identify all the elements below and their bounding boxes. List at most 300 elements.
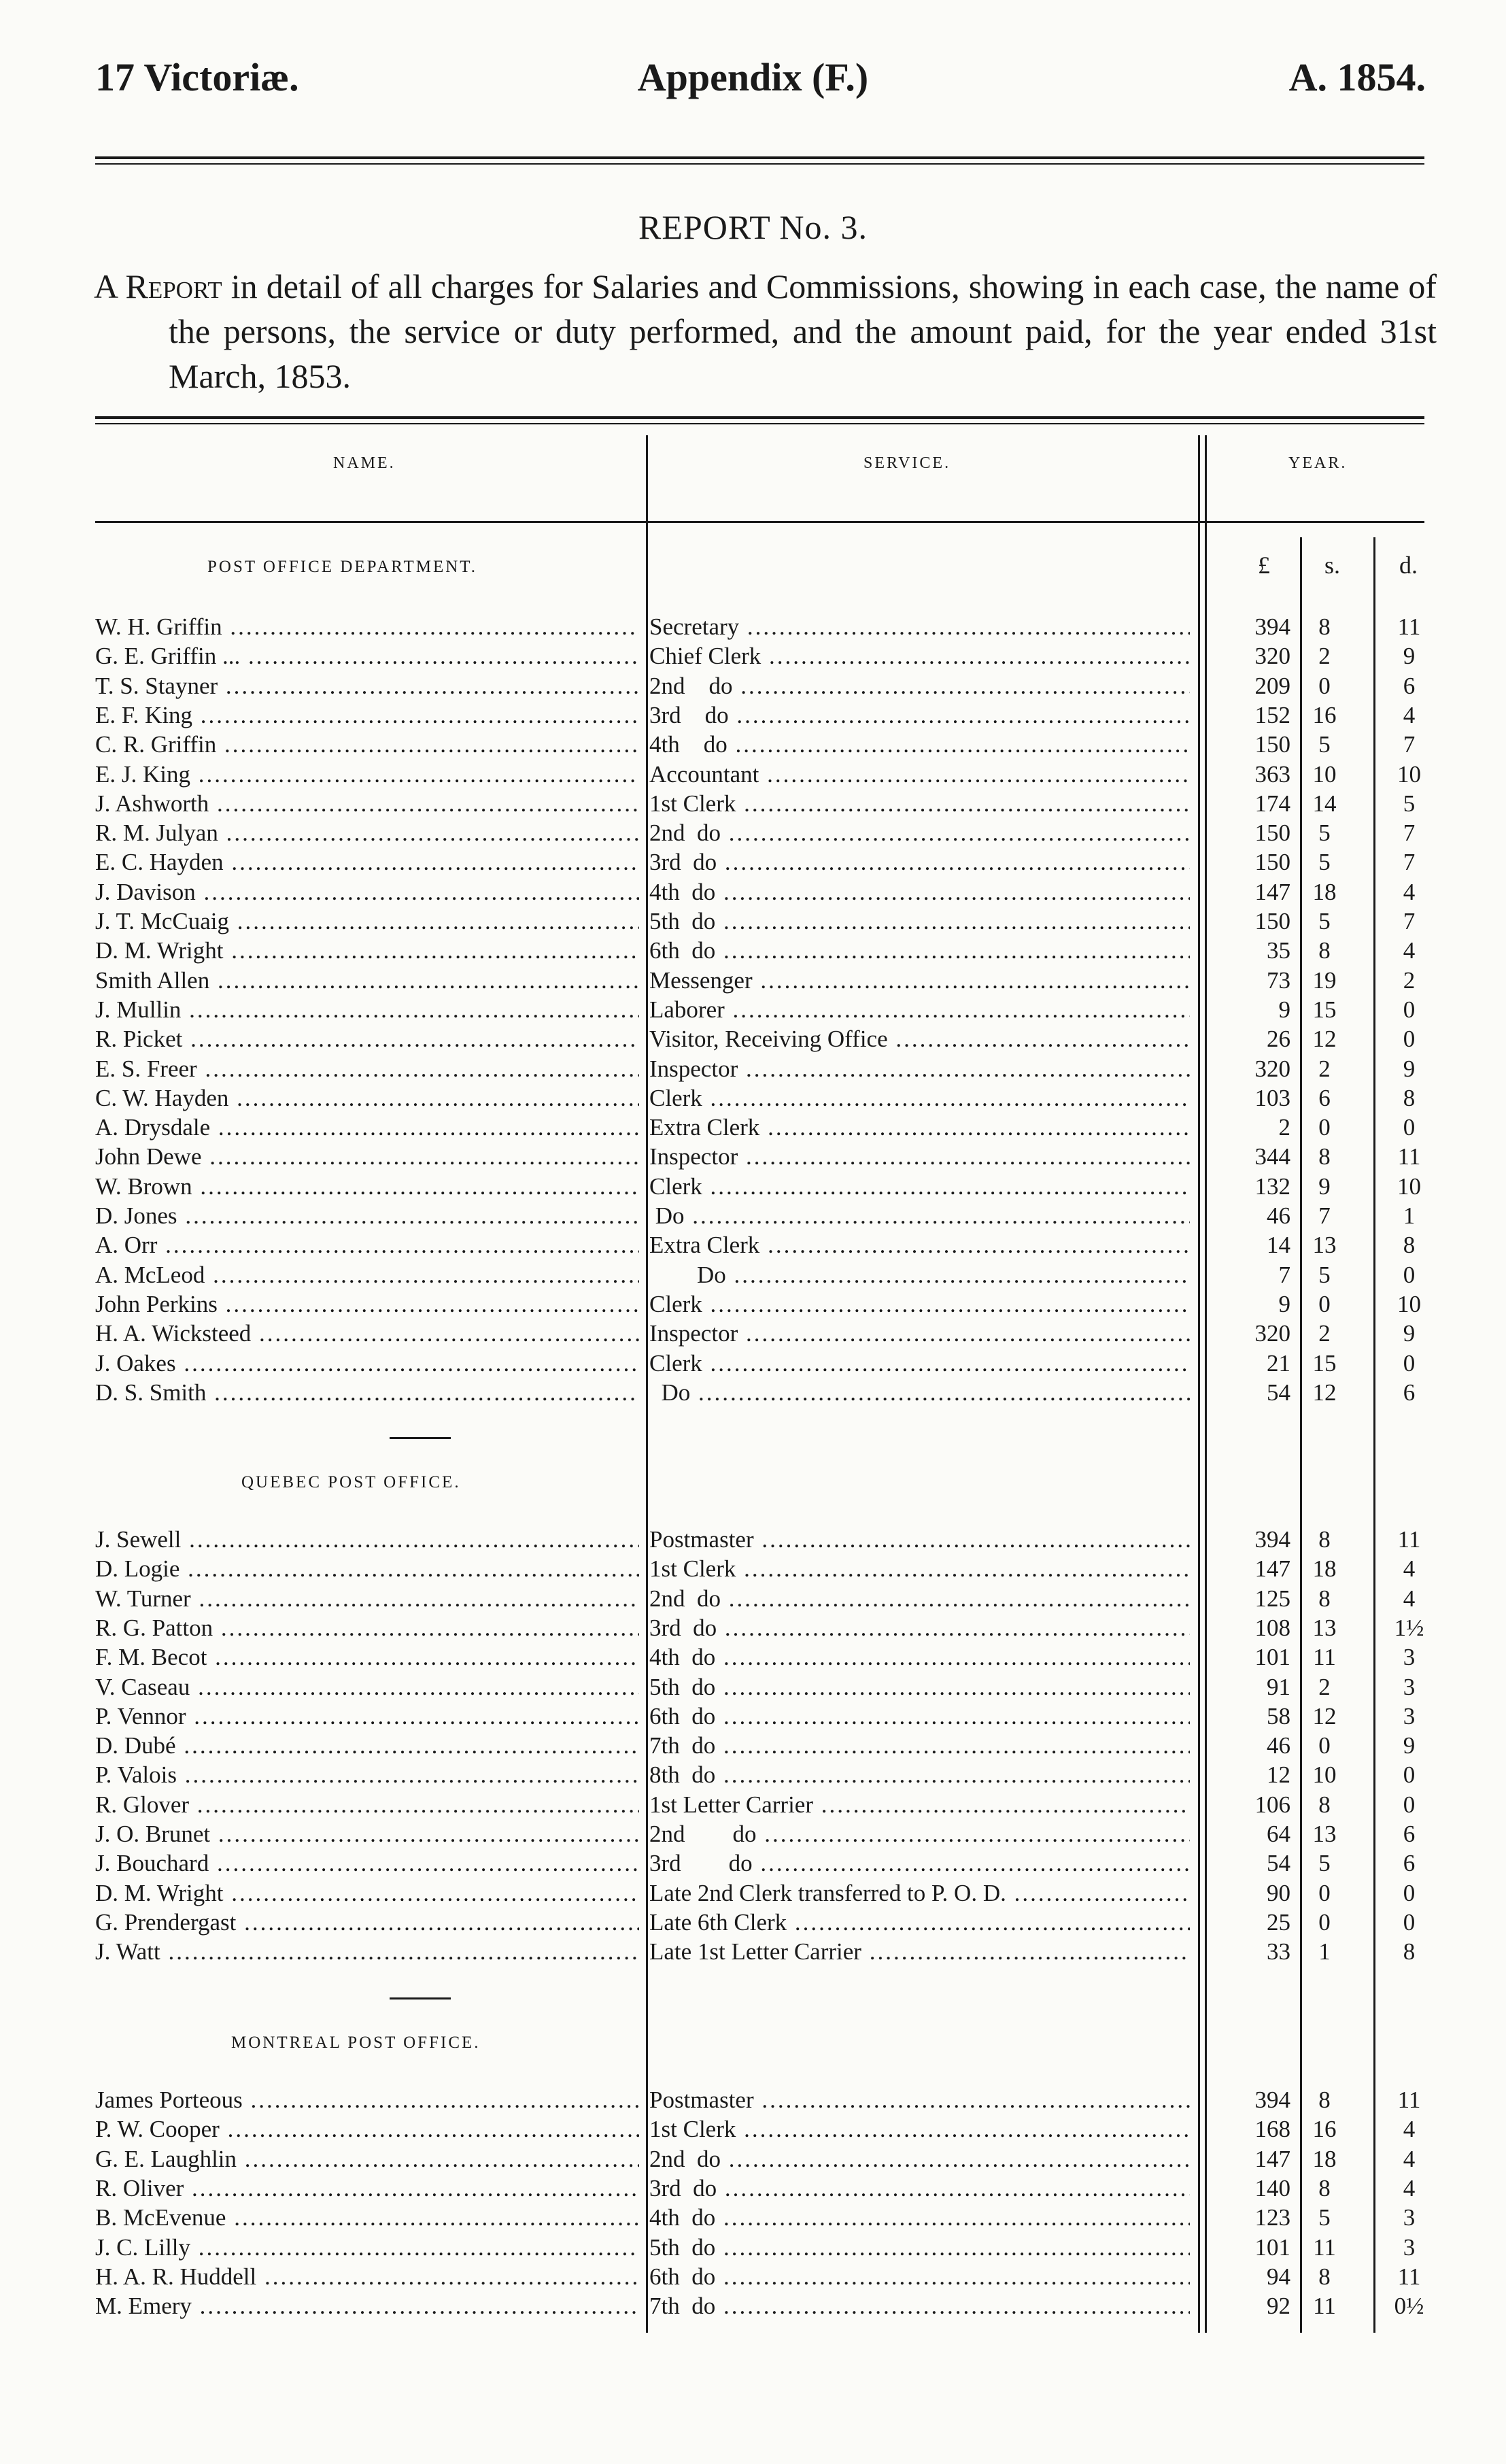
service-cell: Clerk .....: [649, 1289, 1190, 1319]
table-row: [0, 1731, 1506, 1760]
pence-cell: 3: [1403, 1702, 1416, 1729]
shillings-cell: 2: [1318, 1673, 1331, 1700]
table-row: [0, 2085, 1506, 2114]
pence-cell: 0: [1403, 1879, 1416, 1906]
pence-cell: 0: [1403, 1791, 1416, 1818]
name-cell: D. Logie .....: [95, 1554, 639, 1583]
shillings-cell: 18: [1312, 2145, 1337, 2172]
pence-cell: 8: [1403, 1938, 1416, 1965]
pence-cell: 6: [1403, 1821, 1416, 1847]
pence-cell: 8: [1403, 1084, 1416, 1111]
name-cell: E. S. Freer .....: [95, 1054, 639, 1083]
shillings-cell: 5: [1318, 731, 1331, 758]
pounds-cell: 90: [1267, 1879, 1290, 1906]
shillings-cell: 8: [1318, 2174, 1331, 2201]
pence-cell: 2: [1403, 966, 1416, 994]
shillings-cell: 12: [1312, 1379, 1337, 1406]
service-cell: 3rd do .....: [649, 847, 1190, 877]
pounds-cell: 320: [1254, 1055, 1290, 1082]
name-cell: J. Oakes .....: [95, 1349, 639, 1378]
section-title-montreal: MONTREAL POST OFFICE.: [231, 2033, 481, 2052]
shillings-cell: 8: [1318, 613, 1331, 640]
table-row: [0, 1319, 1506, 1348]
pence-cell: 4: [1403, 2116, 1416, 2143]
name-cell: B. McEvenue .....: [95, 2203, 639, 2232]
table-row: [0, 1054, 1506, 1083]
pence-cell: 7: [1403, 849, 1416, 876]
pence-cell: 6: [1403, 1850, 1416, 1877]
pounds-cell: 123: [1254, 2204, 1290, 2231]
pence-cell: 7: [1403, 908, 1416, 934]
pence-cell: 3: [1403, 1644, 1416, 1671]
pounds-cell: 46: [1267, 1202, 1290, 1229]
name-cell: E. C. Hayden .....: [95, 847, 639, 877]
shillings-cell: 13: [1312, 1232, 1337, 1259]
pence-cell: 4: [1403, 2145, 1416, 2172]
column-header-name: NAME.: [333, 454, 396, 472]
table-row: [0, 1024, 1506, 1053]
service-cell: Visitor, Receiving Office .....: [649, 1024, 1190, 1053]
service-cell: Laborer .....: [649, 995, 1190, 1024]
name-cell: R. Glover .....: [95, 1790, 639, 1819]
service-cell: 2nd do .....: [649, 671, 1190, 701]
table-row: [0, 2114, 1506, 2144]
service-cell: 1st Clerk .....: [649, 789, 1190, 818]
table-row: [0, 1201, 1506, 1230]
header-rule-thin: [95, 163, 1424, 165]
name-cell: C. W. Hayden .....: [95, 1083, 639, 1113]
service-cell: Inspector .....: [649, 1319, 1190, 1348]
shillings-cell: 0: [1318, 1732, 1331, 1759]
shillings-cell: 5: [1318, 2204, 1331, 2231]
pence-cell: 1: [1403, 1202, 1416, 1229]
pounds-cell: 106: [1254, 1791, 1290, 1818]
shillings-cell: 1: [1318, 1938, 1331, 1965]
shillings-cell: 2: [1318, 1320, 1331, 1347]
table-row: [0, 966, 1506, 995]
pence-cell: 4: [1403, 878, 1416, 905]
table-row: [0, 1878, 1506, 1908]
table-row: [0, 612, 1506, 641]
shillings-cell: 9: [1318, 1172, 1331, 1200]
service-cell: Postmaster .....: [649, 2085, 1190, 2114]
service-cell: 2nd do .....: [649, 1584, 1190, 1613]
table-row: [0, 1702, 1506, 1731]
service-cell: 4th do .....: [649, 2203, 1190, 2232]
pence-cell: 10: [1397, 760, 1421, 788]
pounds-cell: 9: [1278, 996, 1290, 1023]
name-cell: T. S. Stayner .....: [95, 671, 639, 701]
table-row: [0, 1378, 1506, 1407]
service-cell: Messenger .....: [649, 966, 1190, 995]
shillings-cell: 8: [1318, 1791, 1331, 1818]
shillings-cell: 15: [1312, 1349, 1337, 1377]
shillings-cell: 5: [1318, 820, 1331, 847]
service-cell: 1st Clerk .....: [649, 1554, 1190, 1583]
shillings-cell: 11: [1313, 2293, 1336, 2320]
pence-cell: 0: [1403, 1349, 1416, 1377]
shillings-cell: 12: [1312, 1702, 1337, 1729]
pounds-cell: 73: [1267, 966, 1290, 994]
service-cell: 8th do .....: [649, 1760, 1190, 1789]
name-cell: P. Valois .....: [95, 1760, 639, 1789]
shillings-cell: 2: [1318, 1055, 1331, 1082]
shillings-cell: 5: [1318, 849, 1331, 876]
table-row: [0, 2291, 1506, 2320]
name-cell: P. Vennor .....: [95, 1702, 639, 1731]
table-row: [0, 1937, 1506, 1966]
name-cell: C. R. Griffin .....: [95, 730, 639, 759]
table-row: [0, 2174, 1506, 2203]
service-cell: 1st Clerk .....: [649, 2114, 1190, 2144]
service-cell: 6th do .....: [649, 1702, 1190, 1731]
table-row: [0, 1349, 1506, 1378]
table-row: [0, 671, 1506, 701]
service-cell: 4th do .....: [649, 730, 1190, 759]
pounds-cell: 9: [1278, 1290, 1290, 1317]
pence-cell: 9: [1403, 643, 1416, 670]
service-cell: 5th do .....: [649, 2233, 1190, 2262]
pounds-cell: 14: [1267, 1232, 1290, 1259]
pounds-cell: 33: [1267, 1938, 1290, 1965]
shillings-header: s.: [1324, 552, 1341, 579]
table-row: [0, 936, 1506, 965]
table-row: [0, 789, 1506, 818]
service-cell: Clerk .....: [649, 1349, 1190, 1378]
pounds-cell: 147: [1254, 2145, 1290, 2172]
header-year: A. 1854.: [1288, 55, 1426, 99]
service-cell: Postmaster .....: [649, 1525, 1190, 1554]
pounds-cell: 21: [1267, 1349, 1290, 1377]
name-cell: E. F. King .....: [95, 701, 639, 730]
pence-cell: 9: [1403, 1732, 1416, 1759]
shillings-cell: 16: [1312, 2116, 1337, 2143]
service-cell: 3rd do .....: [649, 1849, 1190, 1878]
table-row: [0, 1525, 1506, 1554]
pence-header: d.: [1399, 552, 1418, 579]
shillings-cell: 8: [1318, 1585, 1331, 1612]
name-cell: A. McLeod .....: [95, 1260, 639, 1289]
shillings-cell: 8: [1318, 2087, 1331, 2113]
shillings-cell: 11: [1313, 1644, 1336, 1671]
table-top-rule-thin: [95, 423, 1424, 424]
service-cell: Chief Clerk .....: [649, 641, 1190, 671]
table-row: [0, 1584, 1506, 1613]
pence-cell: 11: [1397, 2087, 1421, 2113]
shillings-cell: 15: [1312, 996, 1337, 1023]
column-header-year: YEAR.: [1288, 454, 1348, 472]
pence-cell: 0: [1403, 1761, 1416, 1789]
service-cell: Late 6th Clerk .....: [649, 1908, 1190, 1937]
service-cell: 3rd do .....: [649, 701, 1190, 730]
shillings-cell: 19: [1312, 966, 1337, 994]
shillings-cell: 0: [1318, 672, 1331, 699]
header-rule: [95, 156, 1424, 159]
service-cell: Secretary .....: [649, 612, 1190, 641]
pence-cell: 0: [1403, 1026, 1416, 1053]
shillings-cell: 16: [1312, 701, 1337, 728]
pounds-cell: 152: [1254, 701, 1290, 728]
pounds-cell: 150: [1254, 849, 1290, 876]
service-cell: 4th do .....: [649, 877, 1190, 907]
name-cell: D. S. Smith .....: [95, 1378, 639, 1407]
name-cell: H. A. Wicksteed .....: [95, 1319, 639, 1348]
name-cell: J. T. McCuaig .....: [95, 907, 639, 936]
service-cell: Inspector .....: [649, 1142, 1190, 1171]
table-row: [0, 1172, 1506, 1201]
service-cell: Inspector .....: [649, 1054, 1190, 1083]
pence-cell: 10: [1397, 1172, 1421, 1200]
pence-cell: 4: [1403, 2174, 1416, 2201]
pence-cell: 11: [1397, 1526, 1421, 1553]
shillings-cell: 13: [1312, 1614, 1337, 1641]
name-cell: E. J. King .....: [95, 760, 639, 789]
service-cell: 3rd do .....: [649, 1613, 1190, 1642]
pounds-cell: 91: [1267, 1673, 1290, 1700]
name-cell: W. Brown .....: [95, 1172, 639, 1201]
pence-cell: 4: [1403, 937, 1416, 964]
table-row: [0, 730, 1506, 759]
pounds-cell: 394: [1254, 613, 1290, 640]
pence-cell: 11: [1397, 1143, 1421, 1170]
pounds-cell: 174: [1254, 790, 1290, 817]
table-row: [0, 1230, 1506, 1260]
table-row: [0, 1613, 1506, 1642]
pounds-cell: 101: [1254, 2233, 1290, 2261]
pence-cell: 3: [1403, 2204, 1416, 2231]
section-separator: [390, 1437, 451, 1439]
shillings-cell: 5: [1318, 908, 1331, 934]
name-cell: J. O. Brunet .....: [95, 1819, 639, 1849]
shillings-cell: 14: [1312, 790, 1337, 817]
table-row: [0, 2233, 1506, 2262]
table-row: [0, 2144, 1506, 2174]
name-cell: R. M. Julyan .....: [95, 818, 639, 847]
pounds-cell: 320: [1254, 1320, 1290, 1347]
table-row: [0, 1142, 1506, 1171]
shillings-cell: 7: [1318, 1202, 1331, 1229]
table-row: [0, 1113, 1506, 1142]
name-cell: M. Emery .....: [95, 2291, 639, 2320]
shillings-cell: 0: [1318, 1290, 1331, 1317]
table-top-rule: [95, 416, 1424, 419]
pence-cell: 0: [1403, 1908, 1416, 1936]
pounds-cell: 132: [1254, 1172, 1290, 1200]
pounds-cell: 150: [1254, 731, 1290, 758]
section-title-quebec: QUEBEC POST OFFICE.: [241, 1473, 461, 1491]
pence-cell: 7: [1403, 820, 1416, 847]
name-cell: D. Jones .....: [95, 1201, 639, 1230]
name-cell: G. E. Griffin ... .....: [95, 641, 639, 671]
service-cell: Late 1st Letter Carrier .....: [649, 1937, 1190, 1966]
pounds-cell: 209: [1254, 672, 1290, 699]
service-cell: Extra Clerk .....: [649, 1230, 1190, 1260]
column-header-rule: [95, 521, 1424, 523]
name-cell: R. Oliver .....: [95, 2174, 639, 2203]
service-cell: 1st Letter Carrier .....: [649, 1790, 1190, 1819]
shillings-cell: 0: [1318, 1879, 1331, 1906]
pence-cell: 0: [1403, 996, 1416, 1023]
name-cell: D. M. Wright .....: [95, 1878, 639, 1908]
service-cell: Do .....: [649, 1378, 1190, 1407]
service-cell: Clerk .....: [649, 1172, 1190, 1201]
section-separator: [390, 1997, 451, 1999]
pounds-cell: 101: [1254, 1644, 1290, 1671]
pounds-cell: 363: [1254, 760, 1290, 788]
pence-cell: 3: [1403, 1673, 1416, 1700]
shillings-cell: 18: [1312, 878, 1337, 905]
pounds-cell: 150: [1254, 908, 1290, 934]
service-cell: Extra Clerk .....: [649, 1113, 1190, 1142]
report-lead: A Report: [94, 267, 222, 305]
shillings-cell: 0: [1318, 1114, 1331, 1141]
pounds-cell: 26: [1267, 1026, 1290, 1053]
table-row: [0, 641, 1506, 671]
table-row: [0, 2203, 1506, 2232]
section-title-post-office-department: POST OFFICE DEPARTMENT.: [207, 558, 477, 576]
pounds-cell: 54: [1267, 1379, 1290, 1406]
name-cell: James Porteous .....: [95, 2085, 639, 2114]
pounds-cell: 58: [1267, 1702, 1290, 1729]
name-cell: J. Ashworth .....: [95, 789, 639, 818]
name-cell: H. A. R. Huddell .....: [95, 2262, 639, 2291]
name-cell: D. Dubé .....: [95, 1731, 639, 1760]
report-text: in detail of all charges for Salaries and Commissions, showing in each case, the name of the persons, the service or duty performed, and the amount paid, for the year ended 31st March, 1853.: [169, 267, 1437, 395]
service-cell: 4th do .....: [649, 1642, 1190, 1672]
shillings-cell: 10: [1312, 1761, 1337, 1789]
table-row: [0, 818, 1506, 847]
pence-cell: 3: [1403, 2233, 1416, 2261]
name-cell: P. W. Cooper .....: [95, 2114, 639, 2144]
pence-cell: 0½: [1394, 2293, 1424, 2320]
table-row: [0, 907, 1506, 936]
column-header-service: SERVICE.: [863, 454, 951, 472]
service-cell: 5th do .....: [649, 907, 1190, 936]
pence-cell: 9: [1403, 1320, 1416, 1347]
pounds-cell: 35: [1267, 937, 1290, 964]
pounds-cell: 168: [1254, 2116, 1290, 2143]
table-row: [0, 2262, 1506, 2291]
table-row: [0, 1790, 1506, 1819]
pounds-cell: 7: [1278, 1261, 1290, 1288]
pounds-cell: 12: [1267, 1761, 1290, 1789]
name-cell: W. Turner .....: [95, 1584, 639, 1613]
shillings-cell: 18: [1312, 1555, 1337, 1583]
pounds-cell: 64: [1267, 1821, 1290, 1847]
pounds-cell: 394: [1254, 2087, 1290, 2113]
pounds-cell: 92: [1267, 2293, 1290, 2320]
shillings-cell: 10: [1312, 760, 1337, 788]
shillings-cell: 6: [1318, 1084, 1331, 1111]
pence-cell: 4: [1403, 701, 1416, 728]
service-cell: 6th do .....: [649, 936, 1190, 965]
table-row: [0, 1908, 1506, 1937]
service-cell: 2nd do .....: [649, 2144, 1190, 2174]
pence-cell: 6: [1403, 1379, 1416, 1406]
name-cell: D. M. Wright .....: [95, 936, 639, 965]
shillings-cell: 0: [1318, 1908, 1331, 1936]
pounds-cell: 54: [1267, 1850, 1290, 1877]
pounds-cell: 150: [1254, 820, 1290, 847]
service-cell: Clerk .....: [649, 1083, 1190, 1113]
shillings-cell: 8: [1318, 2263, 1331, 2290]
shillings-cell: 8: [1318, 1143, 1331, 1170]
pence-cell: 5: [1403, 790, 1416, 817]
pounds-cell: 108: [1254, 1614, 1290, 1641]
name-cell: Smith Allen .....: [95, 966, 639, 995]
name-cell: A. Orr .....: [95, 1230, 639, 1260]
service-cell: Late 2nd Clerk transferred to P. O. D. .....: [649, 1878, 1190, 1908]
pounds-cell: 2: [1278, 1114, 1290, 1141]
report-description: [94, 264, 1437, 399]
service-cell: 2nd do .....: [649, 818, 1190, 847]
pounds-cell: 103: [1254, 1084, 1290, 1111]
table-row: [0, 760, 1506, 789]
table-row: [0, 1289, 1506, 1319]
shillings-cell: 5: [1318, 1261, 1331, 1288]
name-cell: John Dewe .....: [95, 1142, 639, 1171]
table-row: [0, 1083, 1506, 1113]
service-cell: 7th do .....: [649, 1731, 1190, 1760]
table-row: [0, 995, 1506, 1024]
name-cell: W. H. Griffin .....: [95, 612, 639, 641]
shillings-cell: 5: [1318, 1850, 1331, 1877]
name-cell: R. Picket .....: [95, 1024, 639, 1053]
pounds-cell: 94: [1267, 2263, 1290, 2290]
table-row: [0, 1849, 1506, 1878]
pence-cell: 0: [1403, 1114, 1416, 1141]
pounds-cell: 25: [1267, 1908, 1290, 1936]
shillings-cell: 2: [1318, 643, 1331, 670]
name-cell: F. M. Becot .....: [95, 1642, 639, 1672]
shillings-cell: 11: [1313, 2233, 1336, 2261]
name-cell: J. Watt .....: [95, 1937, 639, 1966]
table-row: [0, 1672, 1506, 1702]
pence-cell: 7: [1403, 731, 1416, 758]
shillings-cell: 13: [1312, 1821, 1337, 1847]
name-cell: R. G. Patton .....: [95, 1613, 639, 1642]
pounds-cell: 320: [1254, 643, 1290, 670]
header-session: 17 Victoriæ.: [95, 55, 299, 99]
table-row: [0, 1642, 1506, 1672]
name-cell: J. Mullin .....: [95, 995, 639, 1024]
name-cell: John Perkins .....: [95, 1289, 639, 1319]
pence-cell: 4: [1403, 1555, 1416, 1583]
pounds-cell: 394: [1254, 1526, 1290, 1553]
name-cell: G. Prendergast .....: [95, 1908, 639, 1937]
pence-cell: 4: [1403, 1585, 1416, 1612]
table-row: [0, 701, 1506, 730]
name-cell: J. C. Lilly .....: [95, 2233, 639, 2262]
name-cell: G. E. Laughlin .....: [95, 2144, 639, 2174]
table-row: [0, 847, 1506, 877]
service-cell: 5th do .....: [649, 1672, 1190, 1702]
service-cell: 7th do .....: [649, 2291, 1190, 2320]
name-cell: J. Sewell .....: [95, 1525, 639, 1554]
pence-cell: 9: [1403, 1055, 1416, 1082]
service-cell: Accountant .....: [649, 760, 1190, 789]
table-row: [0, 1760, 1506, 1789]
table-row: [0, 877, 1506, 907]
pounds-cell: 125: [1254, 1585, 1290, 1612]
shillings-cell: 8: [1318, 1526, 1331, 1553]
pence-cell: 11: [1397, 2263, 1421, 2290]
pence-cell: 10: [1397, 1290, 1421, 1317]
service-cell: 2nd do .....: [649, 1819, 1190, 1849]
service-cell: Do .....: [649, 1201, 1190, 1230]
service-cell: 3rd do .....: [649, 2174, 1190, 2203]
header-appendix: Appendix (F.): [637, 55, 869, 99]
